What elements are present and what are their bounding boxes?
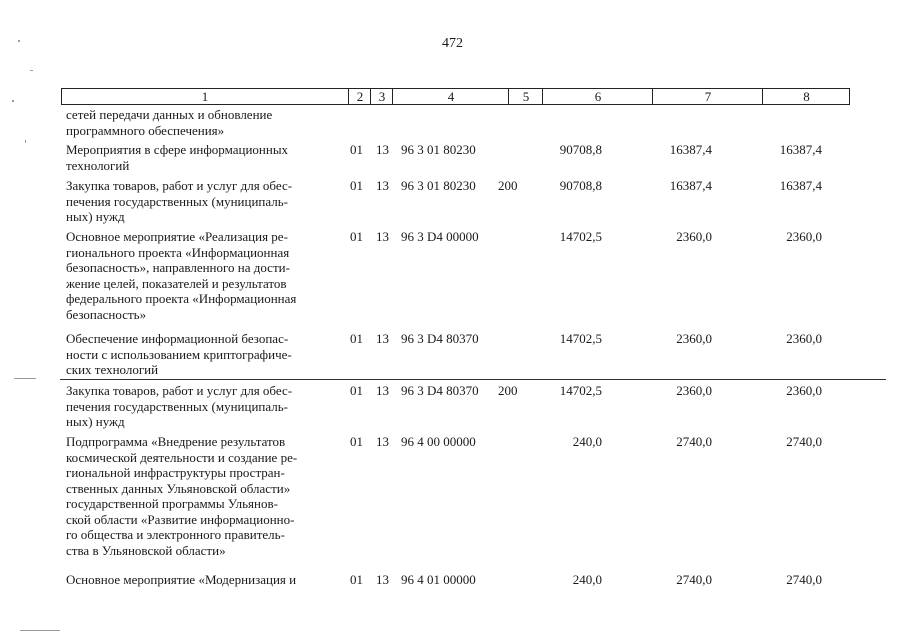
description-line: Закупка товаров, работ и услуг для обес-: [66, 383, 293, 398]
row-description: [66, 434, 341, 558]
row-description: [66, 142, 341, 173]
description-line: Основное мероприятие «Модернизация и: [66, 572, 297, 587]
row-description: [66, 107, 341, 138]
description-line: Обеспечение информационной безопас-: [66, 331, 289, 346]
row-description: [66, 383, 341, 430]
target-article-code: 96 3 D4 80370: [401, 383, 479, 398]
subsection-code: 13: [376, 331, 389, 346]
row-description: [66, 572, 341, 588]
amount-col-8: 2740,0: [786, 434, 822, 449]
expense-type-code: 200: [498, 178, 518, 193]
header-col-6: 6: [542, 89, 653, 104]
description-line: гионального проекта «Информационная: [66, 244, 290, 260]
amount-col-7: 16387,4: [669, 142, 712, 157]
amount-col-6: 14702,5: [559, 331, 602, 346]
description-line: ской области «Развитие информационно-: [66, 511, 295, 527]
page-number: 472: [442, 36, 463, 51]
scan-speck: [20, 630, 60, 631]
description-line: ских технологий: [66, 362, 159, 377]
section-code: 01: [350, 572, 363, 587]
section-code: 01: [350, 434, 363, 449]
horizontal-rule: [60, 379, 886, 380]
amount-col-7: 2740,0: [676, 434, 712, 449]
description-line: ности с использованием криптографиче-: [66, 346, 292, 362]
amount-col-6: 14702,5: [559, 229, 602, 244]
amount-col-8: 2360,0: [786, 229, 822, 244]
amount-col-6: 14702,5: [559, 383, 602, 398]
header-col-5: 5: [508, 89, 543, 104]
description-line: космической деятельности и создание ре-: [66, 449, 298, 465]
expense-type-code: 200: [498, 383, 518, 398]
description-line: ства в Ульяновской области»: [66, 542, 226, 558]
description-line: го общества и электронного правитель-: [66, 527, 285, 542]
target-article-code: 96 3 01 80230: [401, 178, 476, 193]
subsection-code: 13: [376, 383, 389, 398]
description-line: программного обеспечения»: [66, 122, 225, 138]
description-line: Основное мероприятие «Реализация ре-: [66, 229, 288, 244]
scan-speck: [30, 70, 33, 71]
description-line: Закупка товаров, работ и услуг для обес-: [66, 178, 293, 193]
row-description: [66, 331, 341, 378]
description-line: жение целей, показателей и результатов: [66, 275, 287, 291]
amount-col-8: 16387,4: [779, 142, 822, 157]
header-col-7: 7: [652, 89, 763, 104]
description-line: федерального проекта «Информационная: [66, 291, 297, 306]
amount-col-8: 2360,0: [786, 331, 822, 346]
row-description: [66, 178, 341, 225]
section-code: 01: [350, 142, 363, 157]
description-line: государственной программы Ульянов-: [66, 496, 278, 511]
subsection-code: 13: [376, 572, 389, 587]
scan-speck: [12, 100, 14, 102]
section-code: 01: [350, 229, 363, 244]
header-col-1: 1: [201, 89, 209, 104]
header-col-4: 4: [392, 89, 509, 104]
scan-speck: [18, 40, 20, 42]
amount-col-7: 16387,4: [669, 178, 712, 193]
amount-col-7: 2360,0: [676, 229, 712, 244]
description-line: ственных данных Ульяновской области»: [66, 480, 291, 496]
amount-col-8: 2740,0: [786, 572, 822, 587]
amount-col-6: 240,0: [572, 434, 602, 449]
amount-col-8: 16387,4: [779, 178, 822, 193]
description-line: технологий: [66, 157, 130, 173]
description-line: безопасность»: [66, 306, 147, 322]
amount-col-6: 90708,8: [559, 178, 602, 193]
amount-col-6: 240,0: [572, 572, 602, 587]
amount-col-7: 2740,0: [676, 572, 712, 587]
target-article-code: 96 3 D4 00000: [401, 229, 479, 244]
description-line: ных) нужд: [66, 209, 125, 224]
amount-col-7: 2360,0: [676, 383, 712, 398]
header-col-2: 2: [348, 89, 371, 104]
description-line: безопасность», направленного на дости-: [66, 260, 290, 275]
subsection-code: 13: [376, 229, 389, 244]
scan-speck: [25, 140, 26, 143]
subsection-code: 13: [376, 434, 389, 449]
target-article-code: 96 3 01 80230: [401, 142, 476, 157]
target-article-code: 96 4 01 00000: [401, 572, 476, 587]
description-line: гиональной инфраструктуры простран-: [66, 465, 285, 480]
subsection-code: 13: [376, 142, 389, 157]
target-article-code: 96 3 D4 80370: [401, 331, 479, 346]
row-description: [66, 229, 341, 322]
subsection-code: 13: [376, 178, 389, 193]
section-code: 01: [350, 178, 363, 193]
description-line: печения государственных (муниципаль-: [66, 398, 289, 414]
target-article-code: 96 4 00 00000: [401, 434, 476, 449]
description-line: Подпрограмма «Внедрение результатов: [66, 434, 286, 449]
scan-speck: [14, 378, 36, 379]
description-line: печения государственных (муниципаль-: [66, 193, 289, 209]
section-code: 01: [350, 331, 363, 346]
header-col-8: 8: [762, 89, 850, 104]
description-line: Мероприятия в сфере информационных: [66, 142, 289, 157]
section-code: 01: [350, 383, 363, 398]
table-header-row: [61, 88, 850, 105]
header-col-3: 3: [370, 89, 393, 104]
description-line: сетей передачи данных и обновление: [66, 107, 273, 122]
amount-col-8: 2360,0: [786, 383, 822, 398]
amount-col-7: 2360,0: [676, 331, 712, 346]
amount-col-6: 90708,8: [559, 142, 602, 157]
description-line: ных) нужд: [66, 414, 125, 429]
